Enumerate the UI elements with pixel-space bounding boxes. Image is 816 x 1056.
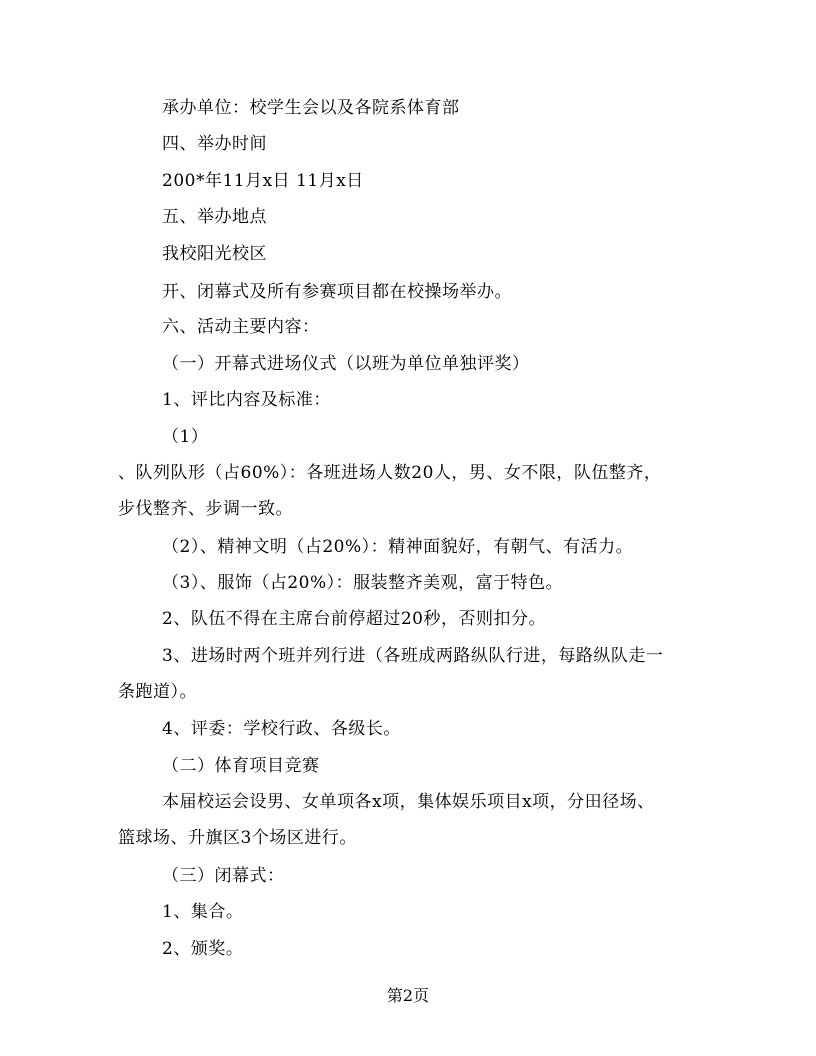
- text-line: （3）、服饰（占20%）：服装整齐美观，富于特色。: [162, 573, 564, 593]
- text-line: （三）闭幕式：: [162, 866, 285, 886]
- text-line: 步伐整齐、步调一致。: [118, 499, 293, 519]
- text-line: 本届校运会设男、女单项各x项，集体娱乐项目x项，分田径场、: [162, 792, 655, 812]
- text-line: 篮球场、升旗区3个场区进行。: [118, 828, 357, 848]
- page-number: 第2页: [386, 986, 430, 1005]
- text-line: （二）体育项目竞赛: [162, 756, 320, 776]
- text-line: 我校阳光校区: [162, 244, 267, 264]
- text-line: 四、举办时间: [162, 134, 267, 154]
- text-line: 200*年11月x日 11月x日: [162, 171, 364, 191]
- text-line: 、队列队形（占60%）：各班进场人数20人，男、女不限，队伍整齐，: [118, 463, 662, 483]
- text-line: 2、队伍不得在主席台前停超过20秒，否则扣分。: [162, 609, 546, 629]
- text-line: 1、评比内容及标准：: [162, 390, 331, 410]
- text-line: 条跑道）。: [118, 682, 197, 702]
- text-line: 3、进场时两个班并列行进（各班成两路纵队行进，每路纵队走一: [162, 646, 664, 666]
- text-line: 1、集合。: [162, 902, 244, 922]
- text-line: （一）开幕式进场仪式（以班为单位单独评奖）: [162, 354, 530, 374]
- text-line: 六、活动主要内容：: [162, 317, 320, 337]
- text-line: 开、闭幕式及所有参赛项目都在校操场举办。: [162, 282, 512, 302]
- text-line: 2、颁奖。: [162, 939, 244, 959]
- text-line: 4、评委：学校行政、各级长。: [162, 719, 401, 739]
- text-line: （1）: [162, 427, 209, 447]
- text-line: 承办单位：校学生会以及各院系体育部: [162, 98, 460, 118]
- text-line: 五、举办地点: [162, 207, 267, 227]
- text-line: （2）、精神文明（占20%）：精神面貌好，有朝气、有活力。: [162, 537, 634, 557]
